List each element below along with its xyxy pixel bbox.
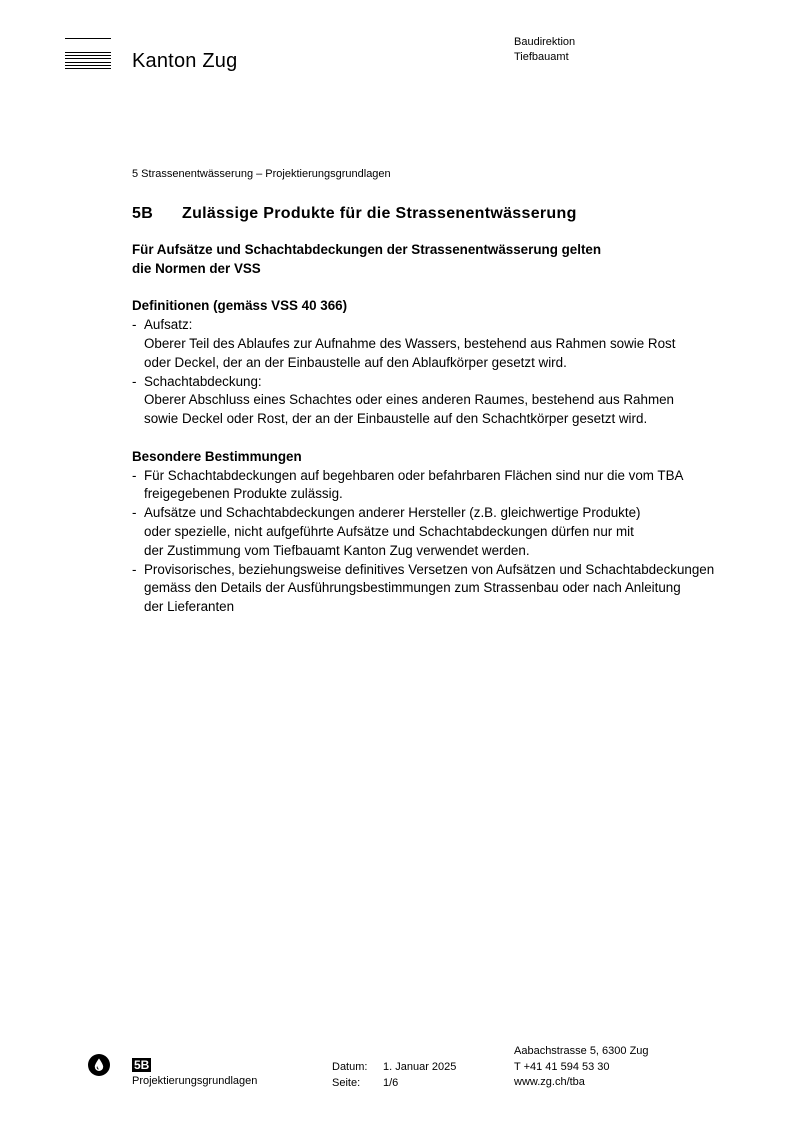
address: Aabachstrasse 5, 6300 Zug xyxy=(514,1045,649,1057)
document-meta xyxy=(332,1060,456,1091)
item-line: der Lieferanten xyxy=(144,599,235,615)
item-line: oder spezielle, nicht aufgeführte Aufsätze und Schachtabdeckungen dürfen nur mit xyxy=(144,523,634,539)
page-label: Seite: xyxy=(332,1076,361,1089)
lead-line: die Normen der VSS xyxy=(132,260,261,276)
item-line: sowie Deckel oder Rost, der an der Einbaustelle auf den Schachtkörper gesetzt wird. xyxy=(144,411,648,427)
brand-name: Kanton Zug xyxy=(132,50,238,72)
list-item: - Für Schachtabdeckungen auf begehbaren oder befahrbaren Flächen sind nur die vom TBA freigegebenen Produkte zulässig. xyxy=(132,467,742,505)
item-line: Aufsatz: xyxy=(144,317,193,333)
office: Tiefbauamt xyxy=(514,51,569,63)
chapter-title: Zulässige Produkte für die Strassenentwässerung xyxy=(182,205,577,222)
chapter-tag: 5B xyxy=(134,1058,150,1072)
list-item: - Provisorisches, beziehungsweise definitives Versetzen von Aufsätzen und Schachtabdeckungen gemäss den Details der Ausführungsbestimmungen zum Strassenbau oder nach Anleitung der Lieferanten xyxy=(132,561,742,617)
breadcrumb: 5 Strassenentwässerung – Projektierungsgrundlagen xyxy=(132,168,391,180)
chapter-heading xyxy=(132,205,577,223)
contact-block xyxy=(514,1044,649,1091)
canton-logo-lines xyxy=(65,38,111,71)
page-value: 1/6 xyxy=(383,1076,399,1089)
item-line: Oberer Teil des Ablaufes zur Aufnahme des Wassers, bestehend aus Rahmen sowie Rost xyxy=(144,335,676,351)
document-body xyxy=(132,241,742,617)
lead-line: Für Aufsätze und Schachtabdeckungen der Strassenentwässerung gelten xyxy=(132,242,602,257)
item-line: gemäss den Details der Ausführungsbestimmungen zum Strassenbau oder nach Anleitung xyxy=(144,580,681,596)
list-item: - Aufsatz: Oberer Teil des Ablaufes zur Aufnahme des Wassers, bestehend aus Rahmen sowie Rost oder Deckel, der an der Einbaustelle auf den Ablaufkörper gesetzt wird. xyxy=(132,316,742,372)
list-item: - Aufsätze und Schachtabdeckungen anderer Hersteller (z.B. gleichwertige Produkte) oder spezielle, nicht aufgeführte Aufsätze und Schachtabdeckungen dürfen nur mit der Zustimmung vom Tiefbauamt Kanton Zug verwendet werden. xyxy=(132,504,742,560)
chapter-number: 5B xyxy=(132,205,154,222)
definitions-title: Definitionen (gemäss VSS 40 366) xyxy=(132,298,348,314)
website-link[interactable]: www.zg.ch/tba xyxy=(514,1076,585,1088)
phone: T +41 41 594 53 30 xyxy=(514,1060,610,1073)
department-block xyxy=(514,35,575,65)
item-line: oder Deckel, der an der Einbaustelle auf den Ablaufkörper gesetzt wird. xyxy=(144,354,567,370)
item-line: Schachtabdeckung: xyxy=(144,373,262,389)
item-line: Provisorisches, beziehungsweise definitives Versetzen von Aufsätzen und Schachtabdeckungen xyxy=(144,561,715,577)
item-line: freigegebenen Produkte zulässig. xyxy=(144,486,343,502)
item-line: Aufsätze und Schachtabdeckungen anderer Hersteller (z.B. gleichwertige Produkte) xyxy=(144,505,641,521)
date-value: 1. Januar 2025 xyxy=(383,1061,457,1073)
water-drop-icon xyxy=(88,1054,110,1076)
list-item: - Schachtabdeckung: Oberer Abschluss eines Schachtes oder eines anderen Raumes, bestehend aus Rahmen sowie Deckel oder Rost, der an der Einbaustelle auf den Schachtkörper gesetzt wird. xyxy=(132,373,742,429)
item-line: Für Schachtabdeckungen auf begehbaren oder befahrbaren Flächen sind nur die vom TBA xyxy=(144,467,684,483)
department: Baudirektion xyxy=(514,36,576,48)
provisions-title: Besondere Bestimmungen xyxy=(132,448,302,464)
item-line: Oberer Abschluss eines Schachtes oder eines anderen Raumes, bestehend aus Rahmen xyxy=(144,392,674,408)
item-line: der Zustimmung vom Tiefbauamt Kanton Zug verwendet werden. xyxy=(144,542,530,558)
date-label: Datum: xyxy=(332,1061,368,1073)
footer-label: Projektierungsgrundlagen xyxy=(132,1075,258,1087)
lead-paragraph xyxy=(132,241,742,279)
